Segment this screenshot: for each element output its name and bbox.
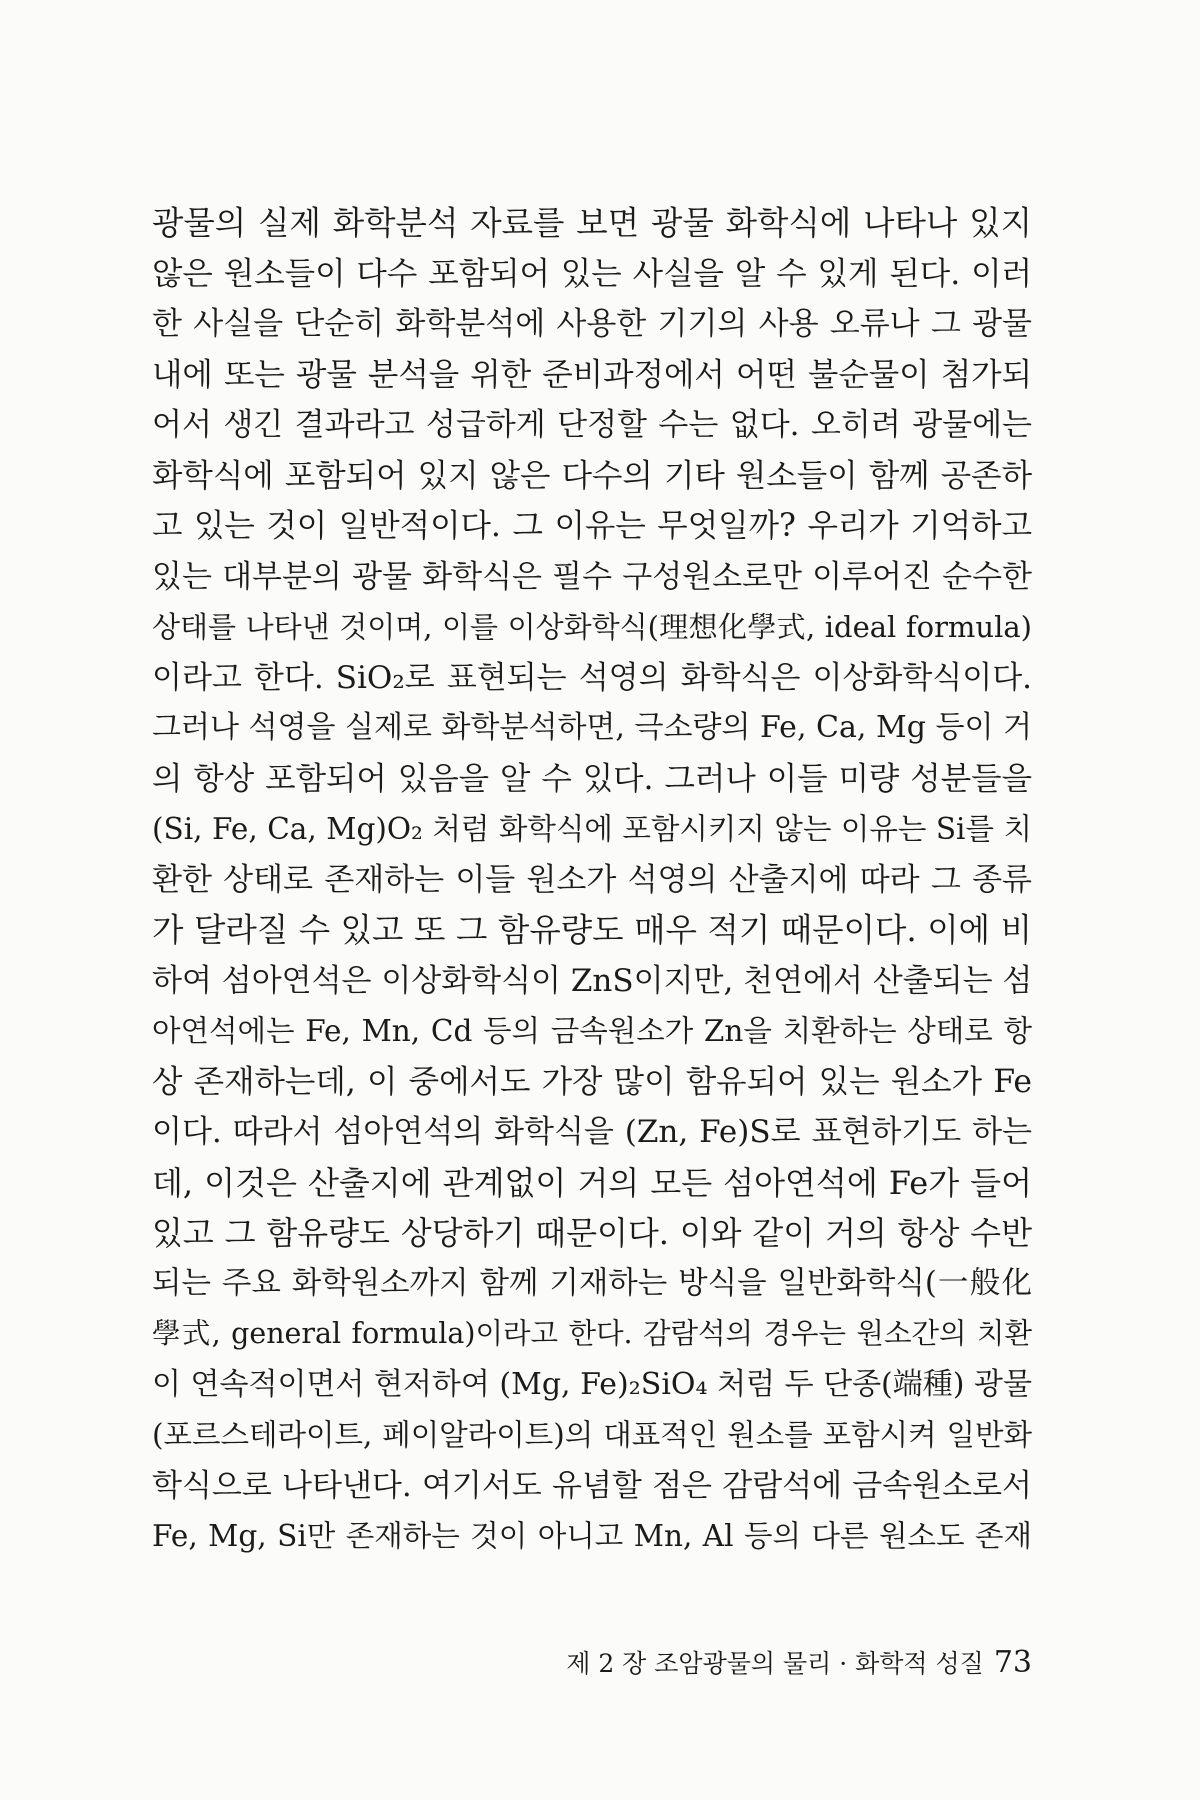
text-line: 데, 이것은 산출지에 관계없이 거의 모든 섬아연석에 Fe가 들어: [152, 1163, 1032, 1202]
text-line: 學式, general formula)이라고 한다. 감람석의 경우는 원소간의 치환: [152, 1317, 1032, 1350]
running-head: 제 2 장 조암광물의 물리 · 화학적 성질: [566, 1649, 984, 1678]
text-line: 가 달라질 수 있고 또 그 함유량도 매우 적기 때문이다. 이에 비: [152, 911, 1032, 949]
text-line: (포르스테라이트, 페이알라이트)의 대표적인 원소를 포함시켜 일반화: [152, 1418, 1032, 1452]
text-line: 내에 또는 광물 분석을 위한 준비과정에서 어떤 불순물이 첨가되: [152, 356, 1032, 393]
text-line: 고 있는 것이 일반적이다. 그 이유는 무엇일까? 우리가 기억하고: [152, 508, 1032, 544]
text-line: Fe, Mg, Si만 존재하는 것이 아니고 Mn, Al 등의 다른 원소도 존재: [152, 1519, 1032, 1553]
text-line: 이 연속적이면서 현저하여 (Mg, Fe)₂SiO₄ 처럼 두 단종(端種) 광물: [152, 1366, 1032, 1402]
text-line: 그러나 석영을 실제로 화학분석하면, 극소량의 Fe, Ca, Mg 등이 거: [152, 710, 1032, 745]
text-line: 이라고 한다. SiO₂로 표현되는 석영의 화학식은 이상화학식이다.: [152, 659, 1032, 696]
page-number: 73: [993, 1645, 1032, 1680]
text-line: 학식으로 나타낸다. 여기서도 유념할 점은 감람석에 금속원소로서: [152, 1467, 1032, 1504]
text-line: 상태를 나타낸 것이며, 이를 이상화학식(理想化學式, ideal formula): [152, 610, 1032, 644]
text-line: 하여 섬아연석은 이상화학식이 ZnS이지만, 천연에서 산출되는 섬: [152, 962, 1033, 999]
text-line: 않은 원소들이 다수 포함되어 있는 사실을 알 수 있게 된다. 이러: [152, 255, 1032, 292]
body-paragraph: [152, 198, 1032, 1562]
text-line: 있는 대부분의 광물 화학식은 필수 구성원소로만 이루어진 순수한: [152, 558, 1032, 595]
text-line: 어서 생긴 결과라고 성급하게 단정할 수는 없다. 오히려 광물에는: [152, 407, 1032, 443]
text-line: 의 항상 포함되어 있음을 알 수 있다. 그러나 이들 미량 성분들을: [152, 760, 1032, 797]
text-line: 이다. 따라서 섬아연석의 화학식을 (Zn, Fe)S로 표현하기도 하는: [152, 1114, 1032, 1150]
text-line: 있고 그 함유량도 상당하기 때문이다. 이와 같이 거의 항상 수반: [152, 1214, 1032, 1252]
text-line: 화학식에 포함되어 있지 않은 다수의 기타 원소들이 함께 공존하: [152, 457, 1032, 494]
text-line: 되는 주요 화학원소까지 함께 기재하는 방식을 일반화학식(一般化: [152, 1265, 1032, 1301]
text-line: 한 사실을 단순히 화학분석에 사용한 기기의 사용 오류나 그 광물: [152, 306, 1032, 342]
text-line: 상 존재하는데, 이 중에서도 가장 많이 함유되어 있는 원소가 Fe: [152, 1063, 1032, 1100]
text-line: (Si, Fe, Ca, Mg)O₂ 처럼 화학식에 포함시키지 않는 이유는 Si를 치: [152, 812, 1032, 846]
text-line: 환한 상태로 존재하는 이들 원소가 석영의 산출지에 따라 그 종류: [152, 861, 1032, 898]
page-footer: [515, 1644, 1032, 1680]
text-line: 광물의 실제 화학분석 자료를 보면 광물 화학식에 나타나 있지: [152, 204, 1032, 242]
text-line: 아연석에는 Fe, Mn, Cd 등의 금속원소가 Zn을 치환하는 상태로 항: [152, 1014, 1032, 1048]
